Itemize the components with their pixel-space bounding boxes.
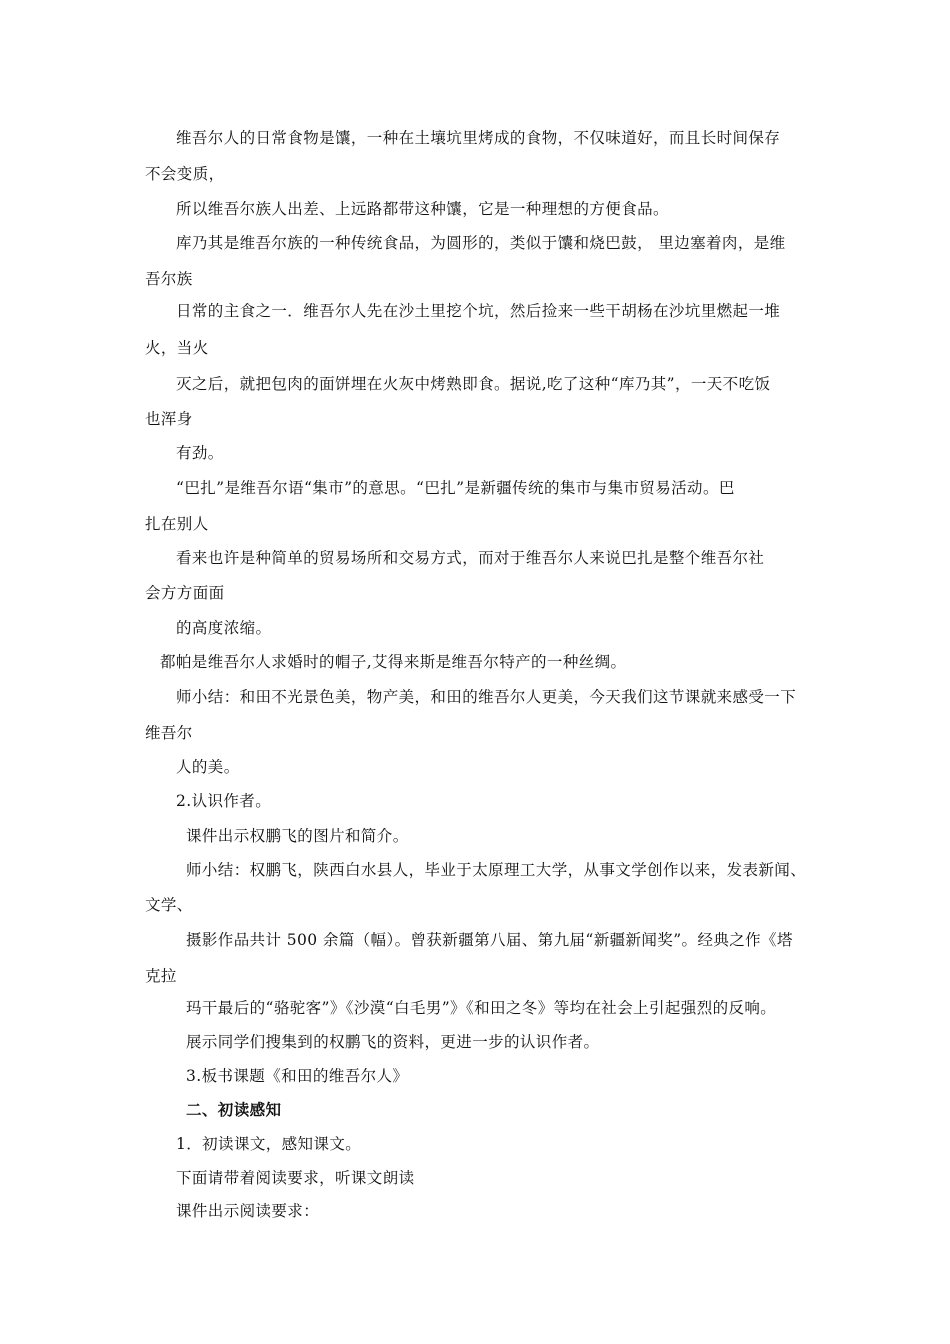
paragraph-line: 所以维吾尔族人出差、上远路都带这种馕，它是一种理想的方便食品。	[176, 200, 669, 218]
section-title: 二、初读感知	[186, 1101, 282, 1119]
paragraph-line: 摄影作品共计 500 余篇（幅）。曾获新疆第八届、第九届“新疆新闻奖”。经典之作《塔	[186, 931, 793, 949]
paragraph-line: 灭之后，就把包肉的面饼埋在火灰中烤熟即食。据说,吃了这种“库乃其”，一天不吃饭	[176, 375, 771, 393]
paragraph-line: 不会变质，	[145, 165, 225, 183]
paragraph-line: 会方方面面	[145, 584, 225, 602]
paragraph-line: 有劲。	[176, 444, 224, 462]
paragraph-line: 也浑身	[145, 410, 193, 428]
paragraph-line: 文学、	[145, 896, 193, 914]
paragraph-line: 人的美。	[176, 758, 240, 776]
paragraph-line: 的高度浓缩。	[176, 619, 272, 637]
paragraph-line: 课件出示阅读要求：	[176, 1202, 320, 1220]
paragraph-line: 维吾尔人的日常食物是馕，一种在土壤坑里烤成的食物，不仅味道好，而且长时间保存	[176, 129, 781, 147]
paragraph-line: 克拉	[145, 967, 177, 985]
section-heading: 3.板书课题《和田的维吾尔人》	[186, 1067, 409, 1085]
paragraph-line: 展示同学们搜集到的权鹏飞的资料，更进一步的认识作者。	[186, 1033, 600, 1051]
paragraph-line: 火，当火	[145, 339, 209, 357]
paragraph-line: 日常的主食之一．维吾尔人先在沙土里挖个坑，然后捡来一些干胡杨在沙坑里燃起一堆	[176, 302, 781, 320]
paragraph-line: 师小结：和田不光景色美，物产美，和田的维吾尔人更美，今天我们这节课就来感受一下	[176, 688, 797, 706]
paragraph-line: 库乃其是维吾尔族的一种传统食品，为圆形的，类似于馕和烧巴鼓， 里边塞着肉，是维	[176, 234, 786, 252]
paragraph-line: 扎在别人	[145, 515, 209, 533]
paragraph-line: 师小结：权鹏飞，陕西白水县人，毕业于太原理工大学，从事文学创作以来，发表新闻、	[186, 861, 807, 879]
paragraph-line: 吾尔族	[145, 270, 193, 288]
section-heading: 1．初读课文，感知课文。	[176, 1135, 362, 1153]
paragraph-line: 都帕是维吾尔人求婚时的帽子,艾得来斯是维吾尔特产的一种丝绸。	[160, 653, 627, 671]
paragraph-line: 课件出示权鹏飞的图片和简介。	[186, 827, 409, 845]
paragraph-line: 下面请带着阅读要求，听课文朗读	[176, 1169, 415, 1187]
paragraph-line: “巴扎”是维吾尔语“集市”的意思。“巴扎”是新疆传统的集市与集市贸易活动。巴	[176, 479, 735, 497]
paragraph-line: 看来也许是种简单的贸易场所和交易方式，而对于维吾尔人来说巴扎是整个维吾尔社	[176, 549, 765, 567]
section-heading: 2.认识作者。	[176, 792, 272, 810]
paragraph-line: 维吾尔	[145, 724, 193, 742]
paragraph-line: 玛干最后的“骆驼客”》《沙漠“白毛男”》《和田之冬》等均在社会上引起强烈的反响。	[186, 999, 777, 1017]
